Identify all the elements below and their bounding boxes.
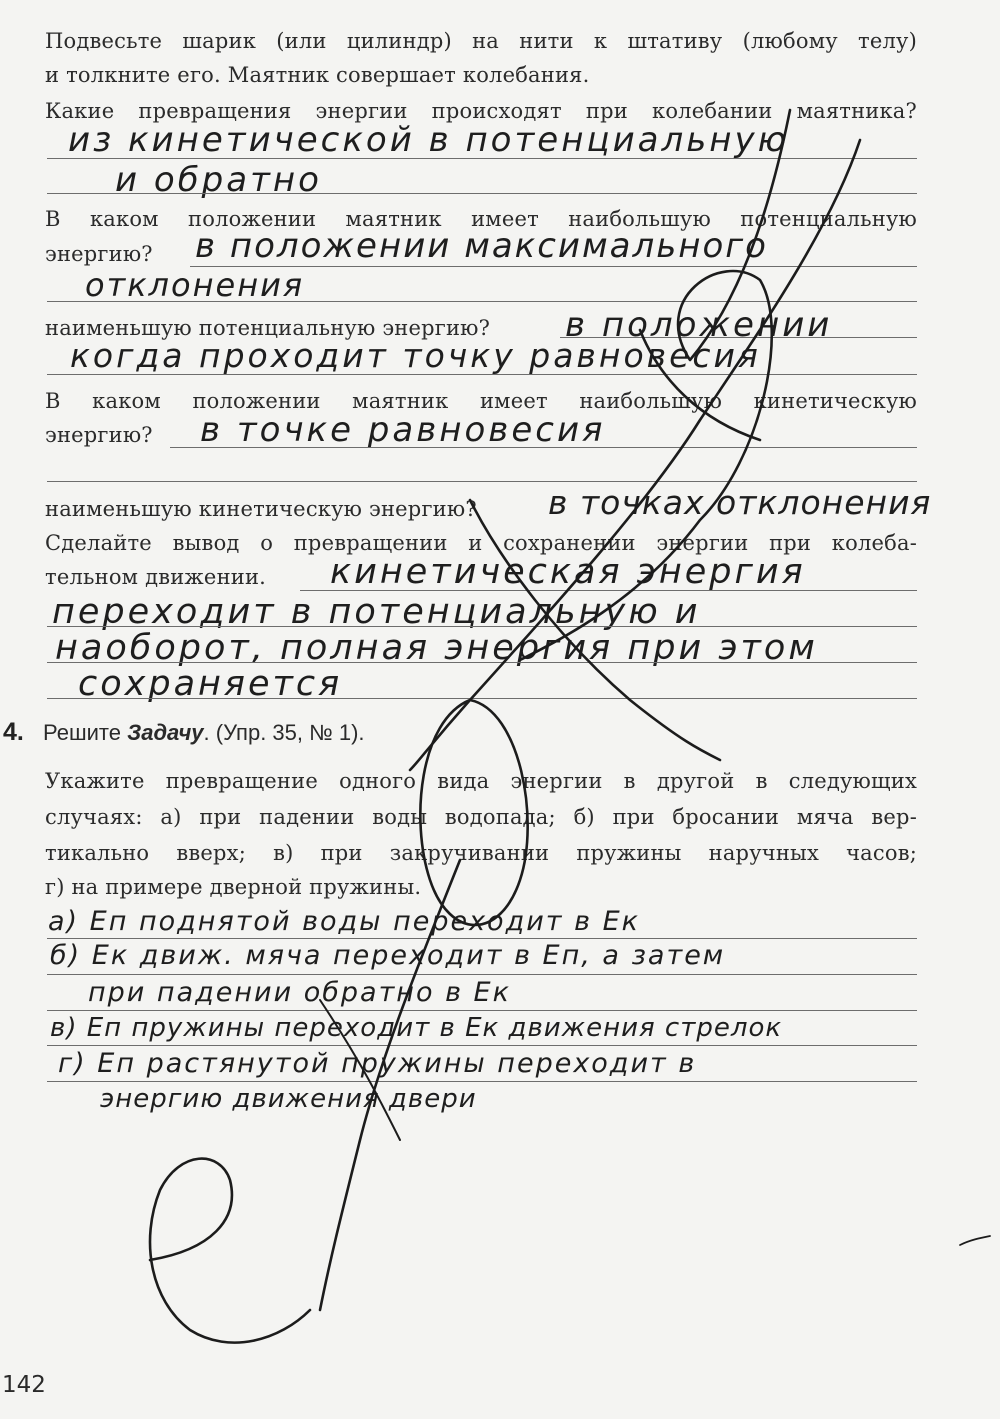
question-1: Какие превращения энергии происходят при колебании маятника? [45, 99, 917, 123]
answer-3-line-1: в положении [565, 305, 833, 345]
question-2-line-1: В каком положении маятник имеет наибольшую потенциальную [45, 207, 917, 231]
answer-6-line-2: переходит в потенциальную и [52, 592, 701, 632]
tick-mark [410, 140, 860, 770]
tick-mark-stroke-2 [520, 110, 790, 660]
task-answer-6: энергию движения двери [100, 1084, 477, 1114]
task-prefix: Решите [43, 720, 121, 745]
grade-letter-e [150, 1159, 310, 1343]
task-answer-4: в) Еп пружины переходит в Ек движения стрелок [50, 1013, 783, 1043]
task-answer-2: б) Ек движ. мяча переходит в Еп, а затем [50, 940, 726, 971]
intro-line-2: и толкните его. Маятник совершает колебания. [45, 63, 590, 87]
task-text-line-1: Укажите превращение одного вида энергии в другой в следующих [45, 769, 917, 793]
answer-2-line-1: в положении максимального [195, 226, 768, 266]
question-3: наименьшую потенциальную энергию? [45, 316, 491, 340]
cross-stroke [320, 1000, 400, 1140]
answer-1-line-1: из кинетической в потенциальную [68, 120, 790, 160]
loop-mark [420, 700, 527, 925]
task-suffix: . (Упр. 35, № 1). [203, 720, 365, 745]
page-number: 142 [2, 1372, 46, 1398]
task-text-line-3: тикально вверх; в) при закручивании пружины наручных часов; [45, 841, 917, 865]
task-text-line-4: г) на примере дверной пружины. [45, 875, 422, 899]
task-answer-5: г) Еп растянутой пружины переходит в [58, 1048, 697, 1079]
answer-1-line-2: и обратно [115, 160, 322, 200]
task-text-line-2: случаях: а) при падении воды водопада; б) при бросании мяча вер- [45, 805, 917, 829]
question-6-line-1: Сделайте вывод о превращении и сохранении энергии при колеба- [45, 531, 917, 555]
question-4-line-1: В каком положении маятник имеет наибольшую кинетическую [45, 389, 917, 413]
answer-4: в точке равновесия [200, 410, 606, 450]
question-5: наименьшую кинетическую энергию? [45, 497, 477, 521]
task-answer-1: а) Еп поднятой воды переходит в Ек [48, 906, 640, 937]
answer-2-line-2: отклонения [85, 266, 305, 304]
long-stroke [320, 860, 460, 1310]
task-bold: Задачу [127, 720, 204, 745]
answer-6-line-1: кинетическая энергия [330, 552, 806, 592]
question-4-line-2: энергию? [45, 423, 153, 447]
answer-6-line-4: сохраняется [78, 664, 343, 704]
answer-6-line-3: наоборот, полная энергия при этом [55, 628, 818, 668]
intro-line-1: Подвесьте шарик (или цилиндр) на нити к штативу (любому телу) [45, 29, 917, 53]
task-answer-3: при падении обратно в Ек [88, 977, 511, 1008]
tick-mark-stroke-4 [470, 500, 720, 760]
question-2-line-2: энергию? [45, 242, 153, 266]
answer-3-line-2: когда проходит точку равновесия [70, 336, 761, 375]
answer-5: в точках отклонения [548, 483, 932, 522]
small-mark [960, 1236, 990, 1245]
question-6-line-2: тельном движении. [45, 565, 267, 589]
task-number: 4. [3, 718, 24, 746]
